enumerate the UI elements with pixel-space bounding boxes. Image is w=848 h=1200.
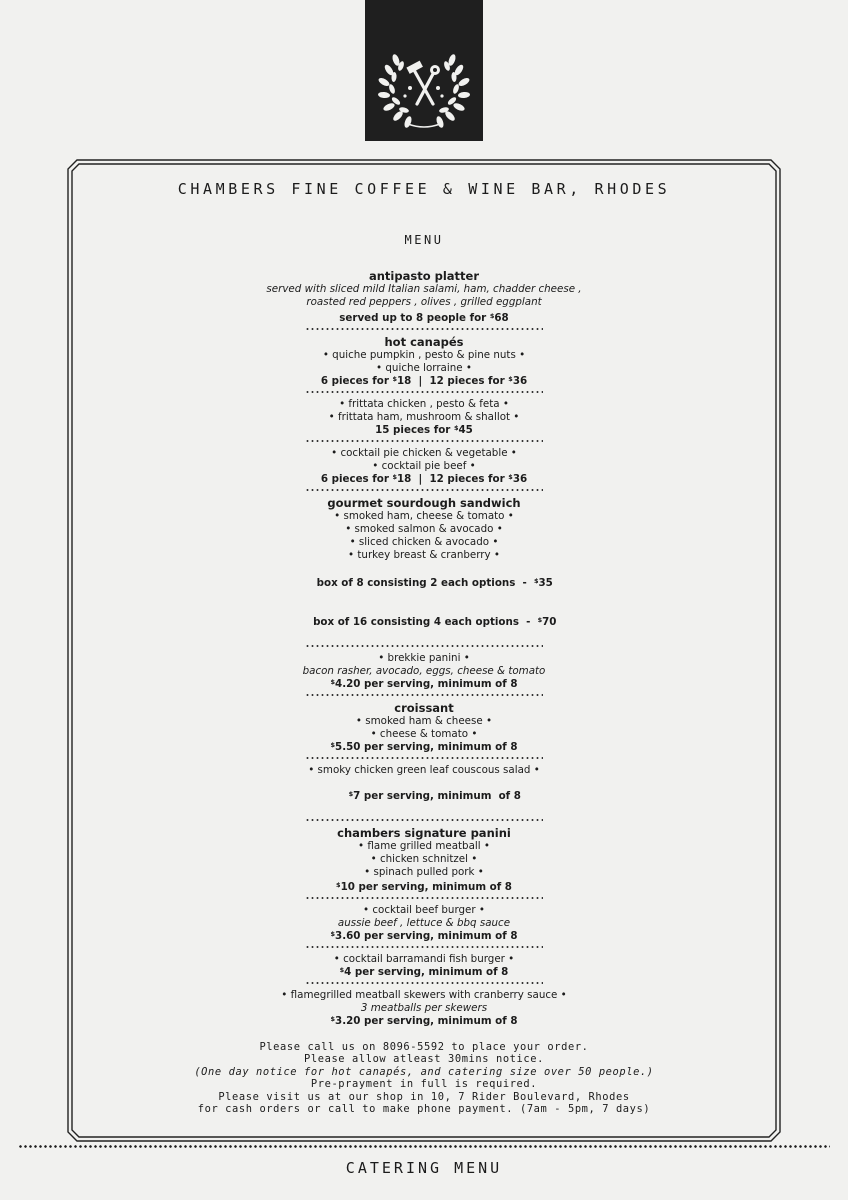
item-description: served with sliced mild Italian salami, ham, chadder cheese , [266,283,582,295]
price-line: box of 8 consisting 2 each options - $35 [316,577,553,589]
laurel-tools-logo-icon [374,42,474,134]
price-line: $4 per serving, minimum of 8 [339,966,509,978]
menu-item: • brekkie panini • [378,652,470,664]
menu-item: • smoked ham & cheese • [355,715,493,727]
menu-item: • cocktail beef burger • [363,904,485,916]
footer-dotted-divider [18,1145,830,1148]
dotted-separator [305,328,543,330]
section-title: chambers signature panini [337,826,511,840]
dotted-separator [305,440,543,442]
section-beef-burger [190,904,658,943]
section-title: antipasto platter [368,269,480,283]
section-croissant [190,701,658,754]
price-line: $10 per serving, minimum of 8 [336,881,512,893]
section-cocktail-pie [190,447,658,486]
price-line: box of 16 consisting 4 each options - $70 [313,616,557,628]
item-description: roasted red peppers , olives , grilled eggplant [306,296,542,308]
section-title: hot canapés [384,335,464,349]
ordering-notice [67,1041,781,1115]
price-line: $3.20 per serving, minimum of 8 [330,1015,518,1027]
section-antipasto [190,269,658,325]
menu-item: • spinach pulled pork • [364,866,484,878]
menu-item: • smoked ham, cheese & tomato • [334,510,514,522]
section-salad [190,764,658,816]
item-description: aussie beef , lettuce & bbq sauce [337,917,511,929]
price-line: $7 per serving, minimum of 8 [348,790,521,802]
venue-title: CHAMBERS FINE COFFEE & WINE BAR, RHODES [177,180,671,198]
price-line: $5.50 per serving, minimum of 8 [330,741,518,753]
notice-line: (One day notice for hot canapés, and catering size over 50 people.) [194,1065,654,1078]
notice-line: Please visit us at our shop in 10, 7 Rider Boulevard, Rhodes [218,1090,630,1103]
notice-line: for cash orders or call to make phone payment. (7am - 5pm, 7 days) [197,1103,651,1116]
section-frittata [190,398,658,437]
item-description: bacon rasher, avocado, eggs, cheese & tomato [302,665,546,677]
section-brekkie-panini [190,652,658,691]
menu-heading: MENU [404,233,444,247]
menu-item: • quiche lorraine • [376,362,472,374]
menu-item: • frittata chicken , pesto & feta • [339,398,509,410]
dotted-separator [305,391,543,393]
section-meatball-skewers [190,989,658,1028]
price-line: 15 pieces for $45 [375,424,473,436]
menu-item: • sliced chicken & avocado • [349,536,499,548]
section-title: croissant [394,701,454,715]
menu-item: • cocktail pie chicken & vegetable • [331,447,517,459]
menu-item: • smoky chicken green leaf couscous salad • [308,764,540,776]
dotted-separator [305,946,543,948]
menu-item: • quiche pumpkin , pesto & pine nuts • [322,349,526,361]
price-line: served up to 8 people for $68 [339,312,509,324]
price-line: 6 pieces for $18 | 12 pieces for $36 [320,375,528,387]
price-line: $4.20 per serving, minimum of 8 [330,678,518,690]
price-line: $3.60 per serving, minimum of 8 [330,930,518,942]
notice-line: Please call us on 8096-5592 to place your order. [259,1041,589,1053]
menu-item: • flame grilled meatball • [358,840,490,852]
logo-block [365,0,483,141]
price-line: 6 pieces for $18 | 12 pieces for $36 [320,473,528,485]
dotted-separator [305,694,543,696]
section-signature-panini [190,826,658,894]
menu-item: • cocktail pie beef • [372,460,476,472]
dotted-separator [305,757,543,759]
item-description: 3 meatballs per skewers [360,1002,488,1014]
section-hot-canapes [190,335,658,388]
menu-content [190,268,658,1028]
dotted-separator [305,645,543,647]
notice-line: Please allow atleast 30mins notice. [304,1053,544,1066]
catering-menu-label: CATERING MENU [345,1159,503,1177]
notice-line: Pre-prayment in full is required. [310,1078,538,1091]
section-fish-burger [190,953,658,979]
dotted-separator [305,982,543,984]
menu-item: • flamegrilled meatball skewers with cranberry sauce • [281,989,567,1001]
menu-item: • turkey breast & cranberry • [348,549,500,561]
menu-item: • cocktail barramandi fish burger • [333,953,515,965]
section-title: gourmet sourdough sandwich [327,496,521,510]
menu-item: • smoked salmon & avocado • [345,523,503,535]
menu-item: • frittata ham, mushroom & shallot • [328,411,520,423]
section-sourdough-sandwich [190,496,658,642]
dotted-separator [305,819,543,821]
menu-item: • chicken schnitzel • [370,853,478,865]
dotted-separator [305,489,543,491]
dotted-separator [305,897,543,899]
menu-item: • cheese & tomato • [370,728,478,740]
